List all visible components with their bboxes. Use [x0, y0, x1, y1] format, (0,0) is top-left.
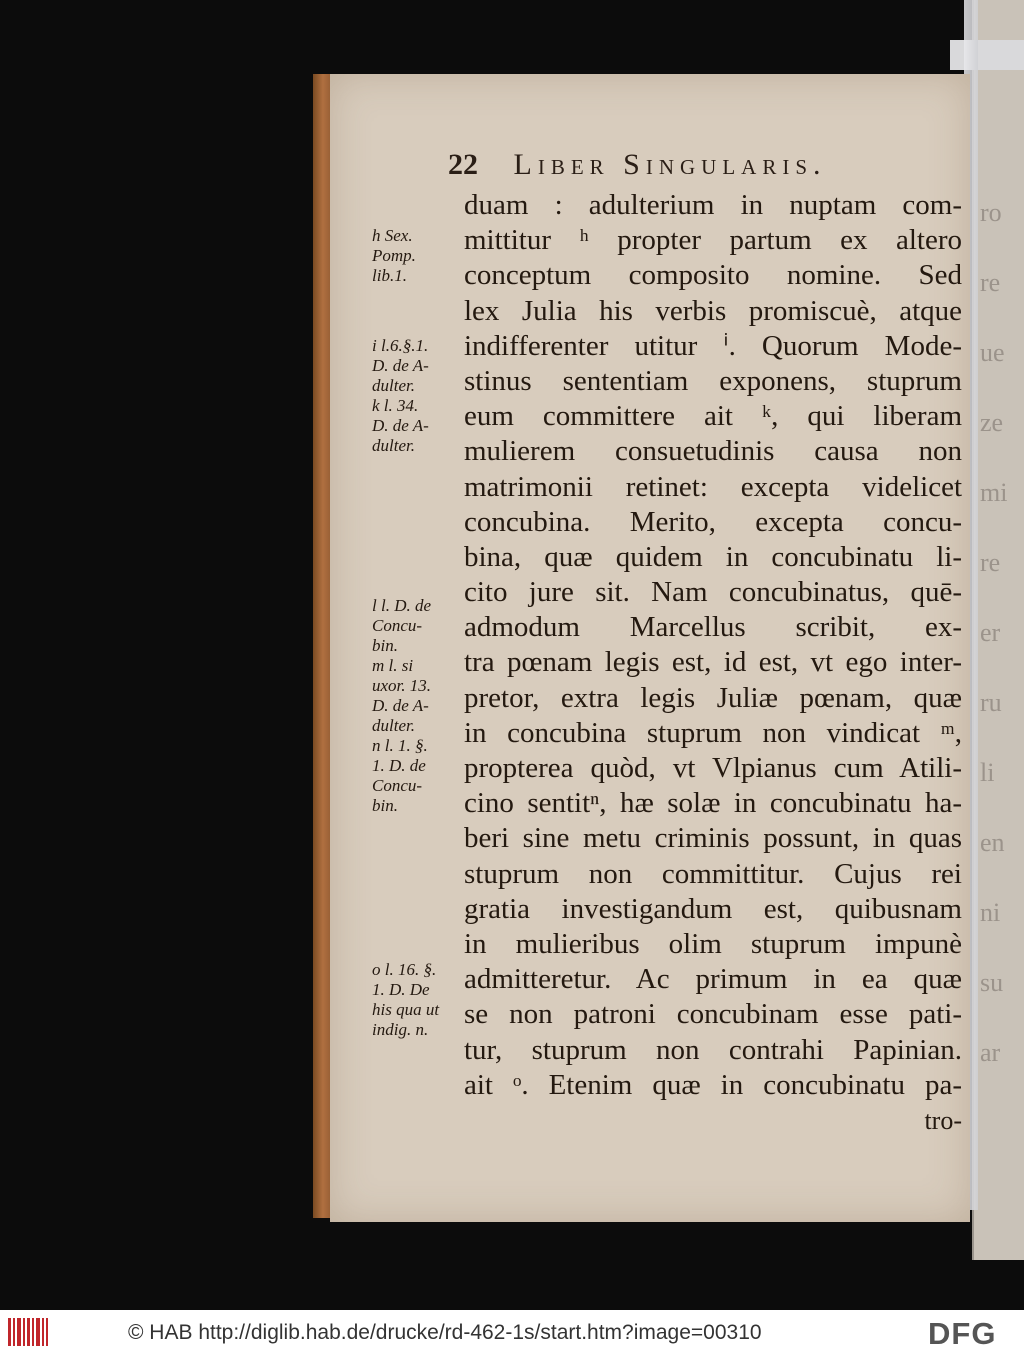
margin-note: o l. 16. §. 1. D. De his qua ut indig. n. [372, 960, 440, 1039]
text-line: indifferenter utitur ⁱ. Quorum Mode- [464, 329, 962, 362]
text-line: cito jure sit. Nam concubinatus, quē- [464, 576, 962, 609]
text-line: duam : adulterium in nuptam com- [464, 189, 962, 221]
text-line: eum committere ait ᵏ, qui liberam [464, 400, 962, 433]
text-line: in concubina stuprum non vindicat ᵐ, [464, 716, 962, 749]
text-line: bina, quæ quidem in concubinatu li- [464, 540, 962, 573]
text-line: concubina. Merito, excepta concu- [464, 505, 962, 538]
text-line: propterea quòd, vt Vlpianus cum Atili- [464, 752, 962, 784]
text-line: pretor, extra legis Juliæ pœnam, quæ [464, 681, 962, 714]
text-line: beri sine metu criminis possunt, in quas [464, 822, 962, 855]
text-line: tra pœnam legis est, id est, vt ego inter- [464, 646, 962, 679]
text-line: tur, stuprum non contrahi Papinian. [464, 1033, 962, 1066]
text-line: admodum Marcellus scribit, ex- [464, 611, 962, 644]
margin-note: i l.6.§.1. D. de A- dulter. k l. 34. D. de A- dulter. [372, 336, 429, 455]
text-line: gratia investigandum est, quibusnam [464, 892, 962, 925]
catchword: tro- [924, 1105, 962, 1135]
margin-note: h Sex. Pomp. lib.1. [372, 226, 416, 285]
text-line: lex Julia his verbis promiscuè, atque [464, 294, 962, 327]
text-line: in mulieribus olim stuprum impunè [464, 927, 962, 960]
adjacent-page-edge: ro re ue ze mi re er ru li en ni su ar [972, 0, 1024, 1260]
text-line: matrimonii retinet: excepta videlicet [464, 470, 962, 503]
viewer-footer [0, 1310, 1024, 1354]
margin-note: l l. D. de Concu- bin. m l. si uxor. 13. D. de A- dulter. n l. 1. §. 1. D. de Concu- bin. [372, 596, 432, 815]
scanner-clip [950, 40, 1024, 70]
text-line: stinus sententiam exponens, stuprum [464, 364, 962, 397]
text-line: stuprum non committitur. Cujus rei [464, 857, 962, 890]
body-text [464, 188, 962, 1138]
text-line: ait ᵒ. Etenim quæ in concubinatu pa- [464, 1068, 962, 1101]
copyright-link[interactable]: © HAB http://diglib.hab.de/drucke/rd-462-1s/start.htm?image=00310 [128, 1321, 762, 1344]
barcode-icon [8, 1318, 48, 1346]
text-line: conceptum composito nomine. Sed [464, 259, 962, 292]
text-line: se non patroni concubinam esse pati- [464, 998, 962, 1031]
dfg-logo: DFG [928, 1316, 997, 1351]
page-number: 22 [448, 148, 478, 181]
running-header [448, 148, 948, 188]
text-line: mulierem consuetudinis causa non [464, 435, 962, 468]
text-line: mittitur ʰ propter partum ex altero [464, 224, 962, 257]
text-line: admitteretur. Ac primum in ea quæ [464, 963, 962, 996]
text-line: cino sentitⁿ, hæ solæ in concubinatu ha- [464, 787, 962, 820]
running-title: Liber Singularis. [513, 148, 827, 181]
